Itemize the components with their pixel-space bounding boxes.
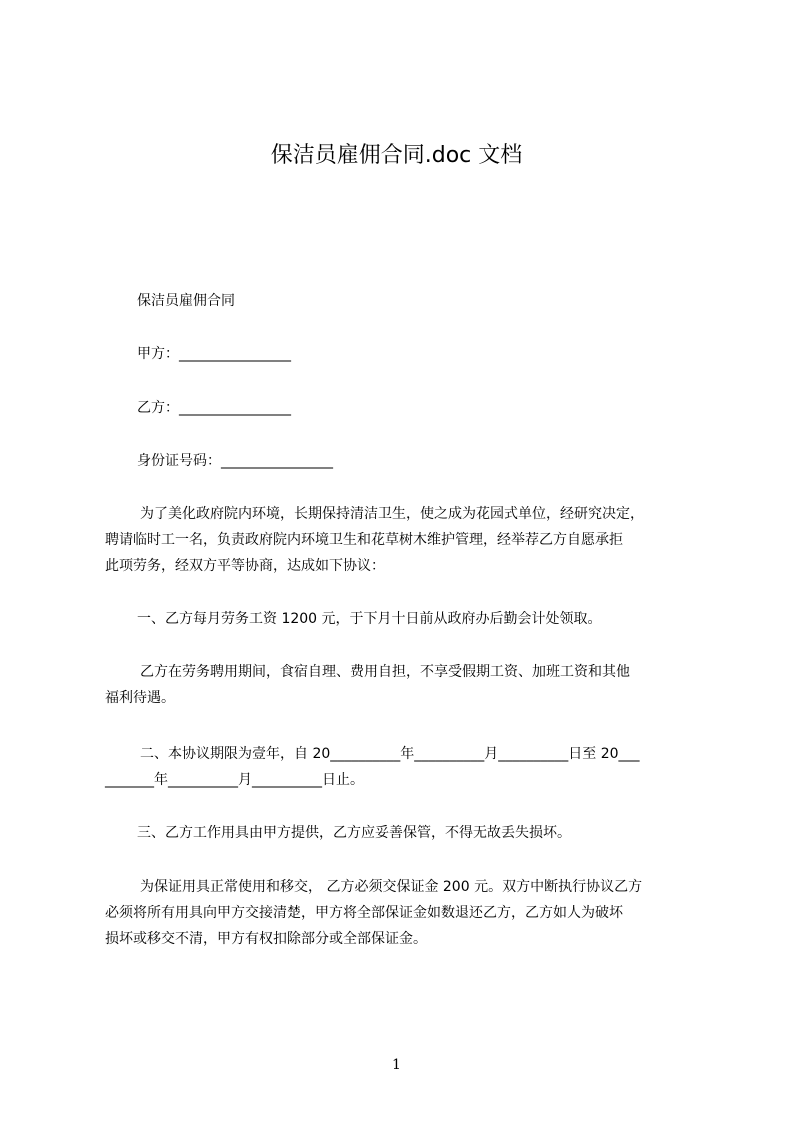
intro-line: 聘请临时工一名，负责政府院内环境卫生和花草树木维护管理，经举荐乙方自愿承拒 <box>105 532 623 548</box>
clause-1: 一、乙方每月劳务工资 1200 元，于下月十日前从政府办后勤会计处领取。 <box>137 611 602 627</box>
contract-heading: 保洁员雇佣合同 <box>137 293 235 309</box>
clause-1-note-line: 福利待遇。 <box>105 690 175 706</box>
id-number-field: 身份证号码：________________ <box>137 453 333 469</box>
clause-2-line: _______年__________月__________日止。 <box>105 772 364 788</box>
intro-line: 为了美化政府院内环境，长期保持清洁卫生，使之成为花园式单位，经研究决定， <box>140 506 644 522</box>
deposit-line: 为保证用具正常使用和移交， 乙方必须交保证金 200 元。双方中断执行协议乙方 <box>140 879 643 895</box>
clause-2-line: 二、本协议期限为壹年，自 20__________年__________月__________日至 20___ <box>140 746 640 762</box>
party-b-field: 乙方：________________ <box>137 400 291 416</box>
clause-1-note-line: 乙方在劳务聘用期间，食宿自理、费用自担，不享受假期工资、加班工资和其他 <box>140 664 630 680</box>
deposit-line: 必须将所有用具向甲方交接清楚，甲方将全部保证金如数退还乙方，乙方如人为破坏 <box>105 905 623 921</box>
intro-line: 此项劳务，经双方平等协商，达成如下协议： <box>105 558 385 574</box>
document-title: 保洁员雇佣合同.doc 文档 <box>270 143 523 168</box>
page-number: 1 <box>392 1057 401 1073</box>
party-a-field: 甲方：________________ <box>137 346 291 362</box>
deposit-line: 损坏或移交不清，甲方有权扣除部分或全部保证金。 <box>105 931 427 947</box>
clause-3: 三、乙方工作用具由甲方提供，乙方应妥善保管，不得无故丢失损坏。 <box>137 825 571 841</box>
